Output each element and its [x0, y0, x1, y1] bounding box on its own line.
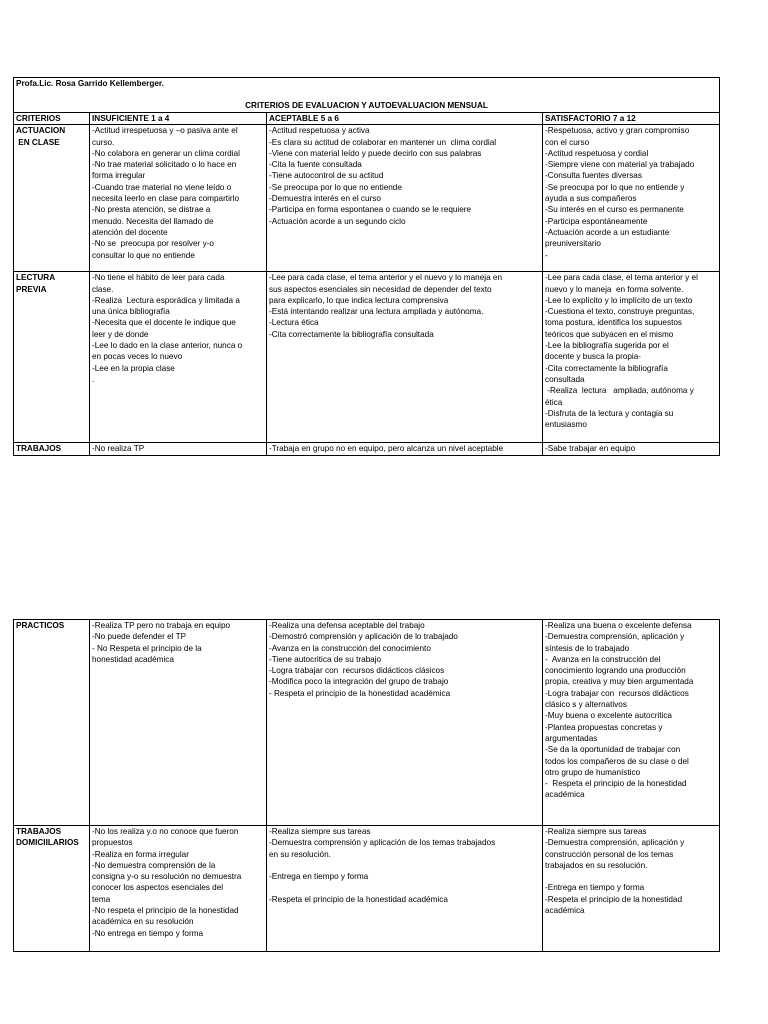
aceptable-cell	[267, 272, 543, 443]
cell-line: -Demuestra comprensión, aplicación y	[545, 838, 685, 848]
evaluation-table-part-1	[13, 77, 720, 456]
cell-line: EN CLASE	[16, 137, 60, 147]
cell-line: -Logra trabajar con recursos didácticos	[545, 688, 689, 698]
cell-line: -Trabaja en grupo no en equipo, pero alcanza un nivel aceptable	[269, 444, 504, 454]
header-criterios: CRITERIOS	[14, 113, 90, 125]
cell-line: tema	[92, 894, 111, 904]
cell-line: consultar lo que no entiende	[92, 250, 195, 260]
cell-line: -Necesita que el docente le indique que	[92, 318, 236, 328]
cell-line: -Realiza en forma irregular	[92, 849, 189, 859]
cell-line: - Respeta el principio de la honestidad	[545, 779, 687, 789]
header-insuficiente: INSUFICIENTE 1 a 4	[90, 113, 267, 125]
cell-line: argumentadas	[545, 733, 598, 743]
cell-line: -Lee lo dado en la clase anterior, nunca o	[92, 341, 243, 351]
cell-line: menudo. Necesita del llamado de	[92, 216, 214, 226]
cell-line: -Muy buena o excelente autocritica	[545, 711, 672, 721]
cell-line: DOMICIILARIOS	[16, 838, 79, 848]
evaluation-table-part-2	[13, 619, 720, 952]
cell-line: nuevo y lo maneja en forma solvente.	[545, 284, 684, 294]
cell-line: -No colabora en generar un clima cordial	[92, 148, 240, 158]
cell-line: -Cita correctamente la bibliografía consultada	[269, 329, 434, 339]
cell-line: LECTURA	[16, 273, 56, 283]
cell-line: en pocas veces lo nuevo	[92, 352, 183, 362]
cell-line: -Lee en la propia clase	[92, 363, 175, 373]
cell-line: -No entrega en tiempo y forma	[92, 928, 204, 938]
cell-line: -Plantea propuestas concretas y	[545, 722, 663, 732]
cell-line: - No Respeta el principio de la	[92, 643, 202, 653]
cell-line: -No se preocupa por resolver y-o	[92, 239, 214, 249]
insuficiente-cell	[90, 125, 267, 272]
cell-line: leer y de donde	[92, 329, 149, 339]
cell-line: -Actitud respetuosa y cordial	[545, 148, 649, 158]
cell-line	[545, 871, 717, 882]
row-trabajos-domiciliarios	[14, 826, 720, 952]
cell-line: conocimiento logrando una producción	[545, 666, 686, 676]
row-trabajos	[14, 443, 720, 455]
cell-line: -Lee para cada clase, el tema anterior y el nuevo y lo maneja en	[269, 273, 503, 283]
cell-line: otro grupo de humanístico	[545, 767, 641, 777]
cell-line: -	[545, 250, 548, 260]
author-line: Profa.Lic. Rosa Garrido Kellemberger.	[14, 78, 720, 91]
cell-line: trabajados en su resolución.	[545, 860, 648, 870]
cell-line: -Realiza Lectura esporádica y limitada a	[92, 295, 240, 305]
satisfactorio-cell	[543, 620, 720, 826]
cell-line: -Cita la fuente consultada	[269, 160, 362, 170]
cell-line: -Demuestra interés en el curso	[269, 194, 381, 204]
cell-line: -Cita correctamente la bibliografía	[545, 363, 668, 373]
cell-line: -Se preocupa por lo que no entiende y	[545, 182, 685, 192]
cell-line: -Lee para cada clase, el tema anterior y el	[545, 273, 698, 283]
cell-line: necesita leerlo en clase para compartirlo	[92, 194, 239, 204]
satisfactorio-cell	[543, 826, 720, 952]
cell-line: preuniversitario	[545, 239, 601, 249]
cell-line: -Logra trabajar con recursos didácticos clásicos	[269, 666, 445, 676]
cell-line: -Tiene autocritica de su trabajo	[269, 654, 382, 664]
row-lectura	[14, 272, 720, 443]
cell-line: -Viene con material leído y puede decirlo con sus palabras	[269, 148, 482, 158]
cell-line: -Realiza TP pero no trabaja en equipo	[92, 621, 231, 630]
header-satisfactorio: SATISFACTORIO 7 a 12	[543, 113, 720, 125]
cell-line: -Tiene autocontrol de su actitud	[269, 171, 384, 181]
cell-line: -Lee la bibliografía sugerida por el	[545, 341, 669, 351]
cell-line: TRABAJOS	[16, 827, 62, 836]
cell-line: -No respeta el principio de la honestidad	[92, 906, 239, 916]
cell-line: -Su interés en el curso es permanente	[545, 205, 684, 215]
cell-line: -Entrega en tiempo y forma	[269, 872, 369, 882]
cell-line	[269, 860, 540, 871]
cell-line: síntesis de lo trabajado	[545, 643, 630, 653]
cell-line: conocer los aspectos esenciales del	[92, 883, 224, 893]
cell-line: - Respeta el principio de la honestidad académica	[269, 688, 451, 698]
cell-line: consultada	[545, 374, 585, 384]
document-title: CRITERIOS DE EVALUACION Y AUTOEVALUACION MENSUAL	[245, 101, 488, 110]
cell-line: clase.	[92, 284, 114, 294]
cell-line: -Realiza siempre sus tareas	[269, 827, 371, 836]
cell-line: académica	[545, 790, 585, 800]
cell-line: -No tiene el hábito de leer para cada	[92, 273, 225, 283]
cell-line: -Se da la oportunidad de trabajar con	[545, 745, 681, 755]
cell-line: consigna y-o su resolución no demuestra	[92, 872, 242, 882]
aceptable-cell	[267, 620, 543, 826]
criterio-cell	[14, 272, 90, 443]
insuficiente-cell	[90, 272, 267, 443]
cell-line: curso.	[92, 137, 115, 147]
cell-line: entusiasmo	[545, 420, 587, 430]
cell-line: -Está intentando realizar una lectura ampliada y autónoma.	[269, 307, 484, 317]
aceptable-cell	[267, 826, 543, 952]
author-row	[14, 78, 720, 91]
cell-line: todos los compañeros de su clase o del	[545, 756, 689, 766]
insuficiente-cell	[90, 826, 267, 952]
criterio-cell	[14, 826, 90, 952]
cell-line: -Demuestra comprensión y aplicación de los temas trabajados	[269, 838, 496, 848]
criterio-cell	[14, 125, 90, 272]
insuficiente-cell	[90, 443, 267, 455]
cell-line: -Realiza siempre sus tareas	[545, 827, 647, 836]
row-actuacion	[14, 125, 720, 272]
cell-line: -Realiza una defensa aceptable del trabajo	[269, 621, 425, 630]
cell-line: -No los realiza y.o no conoce que fueron	[92, 827, 239, 836]
cell-line: atención del docente	[92, 227, 168, 237]
cell-line: clásico s y alternativos	[545, 700, 627, 710]
cell-line: -Se preocupa por lo que no entiende	[269, 182, 402, 192]
cell-line: .	[92, 374, 95, 384]
cell-line: -Sabe trabajar en equipo	[545, 444, 636, 454]
cell-line: -Avanza en la construcción del conocimiento	[269, 643, 431, 653]
cell-line: -Siempre viene con material ya trabajado	[545, 160, 695, 170]
header-row	[14, 113, 720, 125]
cell-line: -Actitud irrespetuosa y –o pasiva ante el	[92, 126, 238, 136]
cell-line: sus aspectos esenciales sin necesidad de depender del texto	[269, 284, 492, 294]
cell-line: docente y busca la propia-	[545, 352, 642, 362]
cell-line: -Modifica poco la integración del grupo de trabajo	[269, 677, 449, 687]
row-practicos	[14, 620, 720, 826]
cell-line: -Participa en forma espontanea o cuando se le requiere	[269, 205, 472, 215]
criterio-cell	[14, 620, 90, 826]
cell-line: -Es clara su actitud de colaborar en mantener un clima cordial	[269, 137, 497, 147]
cell-line: construcción personal de los temas	[545, 849, 674, 859]
criterio-cell	[14, 443, 90, 455]
cell-line: -Demostró comprensión y aplicación de lo trabajado	[269, 632, 458, 642]
cell-line: propuestos	[92, 838, 133, 848]
cell-line: -Cuestiona el texto, construye preguntas,	[545, 307, 695, 317]
cell-line: -No trae material solicitado o lo hace en	[92, 160, 237, 170]
cell-line	[269, 882, 540, 893]
cell-line: -Consulta fuentes diversas	[545, 171, 642, 181]
cell-line: ayuda a sus compañeros	[545, 194, 637, 204]
cell-line: propia, creativa y muy bien argumentada	[545, 677, 694, 687]
cell-line: -Lee lo explícito y lo implícito de un texto	[545, 295, 693, 305]
cell-line: académica en su resolución	[92, 917, 194, 927]
cell-line: -Cuando trae material no viene leído o	[92, 182, 232, 192]
cell-line: -Actuación acorde a un segundo ciclo	[269, 216, 406, 226]
satisfactorio-cell	[543, 125, 720, 272]
cell-line: PREVIA	[16, 284, 47, 294]
cell-line: -Entrega en tiempo y forma	[545, 883, 645, 893]
cell-line: -Realiza lectura ampliada, autónoma y	[545, 386, 694, 396]
cell-line: -Lectura ética	[269, 318, 319, 328]
cell-line: -Realiza una buena o excelente defensa	[545, 621, 692, 630]
cell-line: TRABAJOS	[16, 444, 62, 454]
cell-line: -Demuestra comprensión, aplicación y	[545, 632, 685, 642]
cell-line: -Respetuosa, activo y gran compromiso	[545, 126, 690, 136]
cell-line: académica	[545, 906, 585, 916]
cell-line: toma postura, identifica los supuestos	[545, 318, 682, 328]
cell-line: PRACTICOS	[16, 621, 65, 630]
header-aceptable: ACEPTABLE 5 a 6	[267, 113, 543, 125]
cell-line: teóricos que subyacen en el mismo	[545, 329, 674, 339]
satisfactorio-cell	[543, 443, 720, 455]
cell-line: forma irregular	[92, 171, 146, 181]
cell-line: en su resolución.	[269, 849, 331, 859]
title-row	[14, 90, 720, 113]
cell-line: -Respeta el principio de la honestidad académica	[269, 894, 448, 904]
cell-line: -Respeta el principio de la honestidad	[545, 894, 683, 904]
cell-line: -No demuestra comprensión de la	[92, 860, 216, 870]
satisfactorio-cell	[543, 272, 720, 443]
aceptable-cell	[267, 443, 543, 455]
cell-line: -No presta atención, se distrae a	[92, 205, 211, 215]
aceptable-cell	[267, 125, 543, 272]
cell-line: -No realiza TP	[92, 444, 145, 454]
insuficiente-cell	[90, 620, 267, 826]
cell-line: ACTUACION	[16, 126, 66, 136]
cell-line: -Disfruta de la lectura y contagia su	[545, 408, 674, 418]
cell-line: -Actitud respetuosa y activa	[269, 126, 370, 136]
cell-line: -Participa espontáneamente	[545, 216, 648, 226]
cell-line: ética	[545, 397, 563, 407]
cell-line: -No puede defender el TP	[92, 632, 187, 642]
cell-line: honestidad académica	[92, 654, 174, 664]
cell-line: con el curso	[545, 137, 590, 147]
document-title-cell	[14, 90, 720, 113]
cell-line: para explicarlo, lo que indica lectura comprensiva	[269, 295, 449, 305]
cell-line: - Avanza en la construcción del	[545, 654, 661, 664]
cell-line: una única bibliografía	[92, 307, 170, 317]
cell-line: -Actuación acorde a un estudiante	[545, 227, 670, 237]
